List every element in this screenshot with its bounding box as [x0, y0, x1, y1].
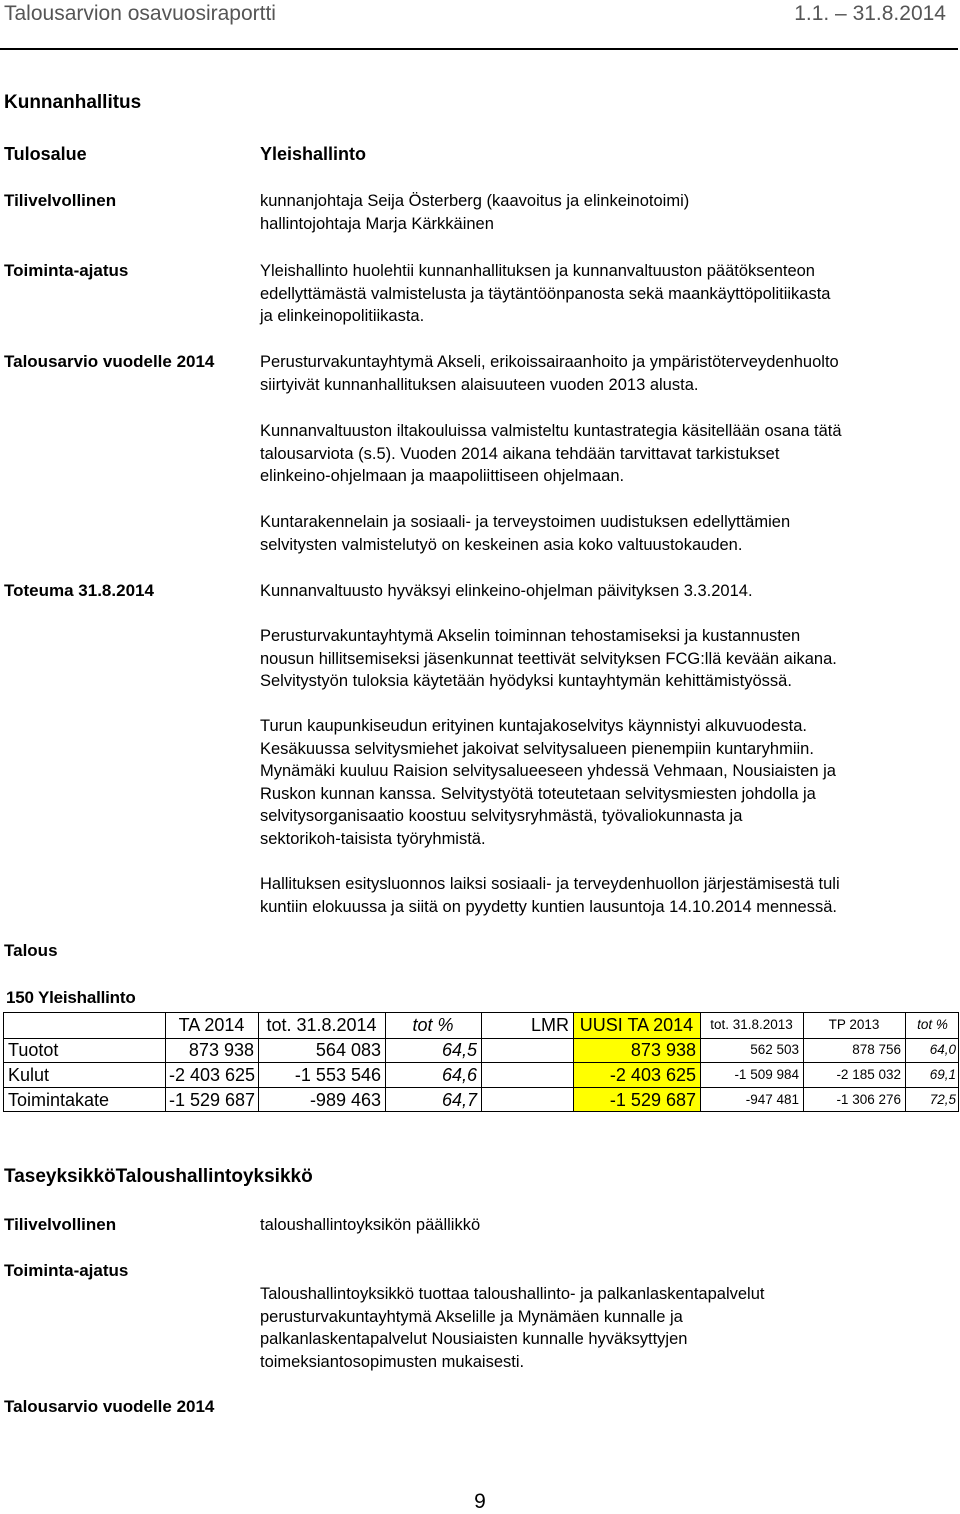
text-line: Yleishallinto huolehtii kunnanhallituksen ja kunnanvaltuuston päätöksenteon: [260, 262, 815, 280]
tulosalue-label: Tulosalue: [4, 144, 87, 164]
text-line: Kuntarakennelain ja sosiaali- ja terveystoimen uudistuksen edellyttämien: [260, 513, 791, 531]
text-line: Taloushallintoyksikkö tuottaa taloushallinto- ja palkanlaskentapalvelut: [260, 1285, 765, 1303]
toteuma-label: Toteuma 31.8.2014: [4, 581, 154, 600]
text-line: Perusturvakuntayhtymä Akselin toiminnan tehostamiseksi ja kustannusten: [260, 627, 801, 645]
finance-table: [3, 1012, 959, 1112]
toiminta-ajatus-label: Toiminta-ajatus: [4, 261, 129, 280]
table-cell: 564 083: [315, 1040, 381, 1060]
report-title: Talousarvion osavuosiraportti: [4, 2, 276, 25]
section2-title: TaseyksikköTaloushallintoyksikkö: [4, 1166, 313, 1187]
column-header: tot. 31.8.2013: [710, 1017, 793, 1032]
tilivelvollinen-label: Tilivelvollinen: [4, 191, 117, 210]
talousarvio-paragraph-3: [260, 511, 790, 556]
table-cell: 562 503: [750, 1042, 799, 1057]
table-title: 150 Yleishallinto: [6, 988, 136, 1007]
table-cell: 72,5: [929, 1092, 956, 1107]
table-cell: [481, 1063, 573, 1088]
tilivelvollinen-value-2: taloushallintoyksikön päällikkö: [260, 1216, 481, 1234]
table-cell: [481, 1088, 573, 1113]
column-header: tot. 31.8.2014: [266, 1015, 377, 1035]
toteuma-paragraph-3: [260, 715, 836, 850]
row-label: Tuotot: [8, 1040, 59, 1060]
tilivelvollinen-label-2: Tilivelvollinen: [4, 1215, 117, 1234]
table-cell: 64,5: [441, 1040, 477, 1060]
text-line: kuntiin elokuussa ja siitä on pyydetty kuntien lausuntoja 14.10.2014 mennessä.: [260, 897, 837, 916]
talousarvio-paragraph-1: [260, 351, 839, 396]
text-line: Selvitystyön tuloksia käytetään hyödyksi kuntayhtymän kehittämistyössä.: [260, 672, 792, 690]
table-cell: -1 529 687: [169, 1090, 256, 1110]
text-line: edellyttämästä valmistelusta ja täytäntöönpanosta sekä maankäyttöpolitiikasta: [260, 284, 831, 303]
column-header: UUSI TA 2014: [579, 1015, 694, 1035]
text-line: Kunnanvaltuusto hyväksyi elinkeino-ohjelman päivityksen 3.3.2014.: [260, 582, 753, 600]
table-cell: 873 938: [188, 1040, 254, 1060]
table-cell: 69,1: [929, 1067, 956, 1082]
table-cell: -1 553 546: [294, 1065, 381, 1085]
table-cell: 64,6: [441, 1065, 477, 1085]
table-cell: -2 403 625: [169, 1065, 256, 1085]
text-line: perusturvakuntayhtymä Akselille ja Mynämäen kunnalle ja: [260, 1307, 683, 1326]
column-header: tot %: [917, 1017, 948, 1032]
text-line: toimeksiantosopimusten mukaisesti.: [260, 1352, 525, 1371]
table-cell: 873 938: [630, 1040, 696, 1060]
table-cell: 64,7: [441, 1090, 477, 1110]
tulosalue-value: Yleishallinto: [260, 144, 367, 164]
text-line: Ruskon kunnan kanssa. Selvitystyötä toteutetaan selvitysmiesten johdolla ja: [260, 784, 816, 803]
text-line: selvitysorganisaatio koostuu selvitysryhmästä, työvaliokunnasta ja: [260, 807, 743, 825]
toteuma-paragraph-1: [260, 580, 753, 603]
column-header: LMR: [530, 1015, 569, 1035]
table-header-row: [4, 1013, 958, 1038]
table-cell: -2 403 625: [609, 1065, 696, 1085]
text-line: hallintojohtaja Marja Kärkkäinen: [260, 214, 494, 233]
table-cell: 64,0: [929, 1042, 956, 1057]
table-cell: -2 185 032: [836, 1067, 901, 1082]
talousarvio-paragraph-2: [260, 420, 842, 488]
header-rule: [0, 48, 958, 50]
text-line: elinkeino-ohjelmaan ja maapoliittiseen ohjelmaan.: [260, 467, 625, 485]
toteuma-paragraph-2: [260, 625, 837, 693]
column-header: TP 2013: [828, 1017, 880, 1032]
section-title: Kunnanhallitus: [4, 92, 142, 113]
table-cell: -947 481: [745, 1092, 799, 1107]
table-cell: -989 463: [309, 1090, 381, 1110]
table-row: [4, 1063, 958, 1088]
text-line: sektorikoh-taisista työryhmistä.: [260, 829, 486, 848]
table-cell: -1 306 276: [836, 1092, 901, 1107]
text-line: Perusturvakuntayhtymä Akseli, erikoissairaanhoito ja ympäristöterveydenhuolto: [260, 353, 839, 371]
page-number: 9: [474, 1490, 486, 1513]
text-line: siirtyivät kunnanhallituksen alaisuuteen vuoden 2013 alusta.: [260, 375, 699, 394]
toiminta-ajatus-label-2: Toiminta-ajatus: [4, 1261, 129, 1280]
report-period: 1.1. – 31.8.2014: [794, 2, 946, 25]
table-cell: [481, 1038, 573, 1063]
text-line: Mynämäki kuuluu Raision selvitysalueeseen yhdessä Vehmaan, Nousiaisten ja: [260, 762, 836, 780]
toteuma-paragraph-4: [260, 873, 840, 918]
text-line: kunnanjohtaja Seija Österberg (kaavoitus ja elinkeinotoimi): [260, 192, 690, 210]
text-line: ja elinkeinopolitiikasta.: [260, 307, 425, 325]
column-header: tot %: [412, 1015, 454, 1035]
row-label: Toimintakate: [8, 1090, 110, 1110]
table-cell: -1 529 687: [609, 1090, 696, 1110]
toiminta-ajatus-text-2: [260, 1283, 764, 1373]
text-line: Kesäkuussa selvitysmiehet jakoivat selvitysalueen pienempiin kuntaryhmiin.: [260, 739, 814, 758]
text-line: Turun kaupunkiseudun erityinen kuntajakoselvitys käynnistyi alkuvuodesta.: [260, 717, 807, 735]
text-line: Hallituksen esitysluonnos laiksi sosiaali- ja terveydenhuollon järjestämisestä tuli: [260, 875, 840, 893]
tilivelvollinen-text: [260, 190, 689, 235]
table-cell: 878 756: [852, 1042, 901, 1057]
column-header: TA 2014: [178, 1015, 245, 1035]
talousarvio-label: Talousarvio vuodelle 2014: [4, 352, 215, 371]
text-line: Kunnanvaltuuston iltakouluissa valmisteltu kuntastrategia käsitellään osana tätä: [260, 422, 842, 440]
table-row: [4, 1038, 958, 1063]
talousarvio-label-2: Talousarvio vuodelle 2014: [4, 1397, 215, 1416]
text-line: palkanlaskentapalvelut Nousiaisten kunnalle hyväksyttyjen: [260, 1330, 688, 1348]
text-line: nousun hillitsemiseksi jäsenkunnat teettivät selvityksen FCG:llä kevään aikana.: [260, 649, 837, 668]
text-line: talousarviota (s.5). Vuoden 2014 aikana tehdään tarvittavat tarkistukset: [260, 444, 780, 463]
toiminta-ajatus-text: [260, 260, 830, 328]
text-line: selvitysten valmistelutyö on keskeinen asia koko valtuustokauden.: [260, 535, 743, 554]
table-cell: -1 509 984: [734, 1067, 799, 1082]
table-row: [4, 1088, 958, 1113]
row-label: Kulut: [8, 1065, 50, 1085]
talous-label: Talous: [4, 941, 58, 960]
